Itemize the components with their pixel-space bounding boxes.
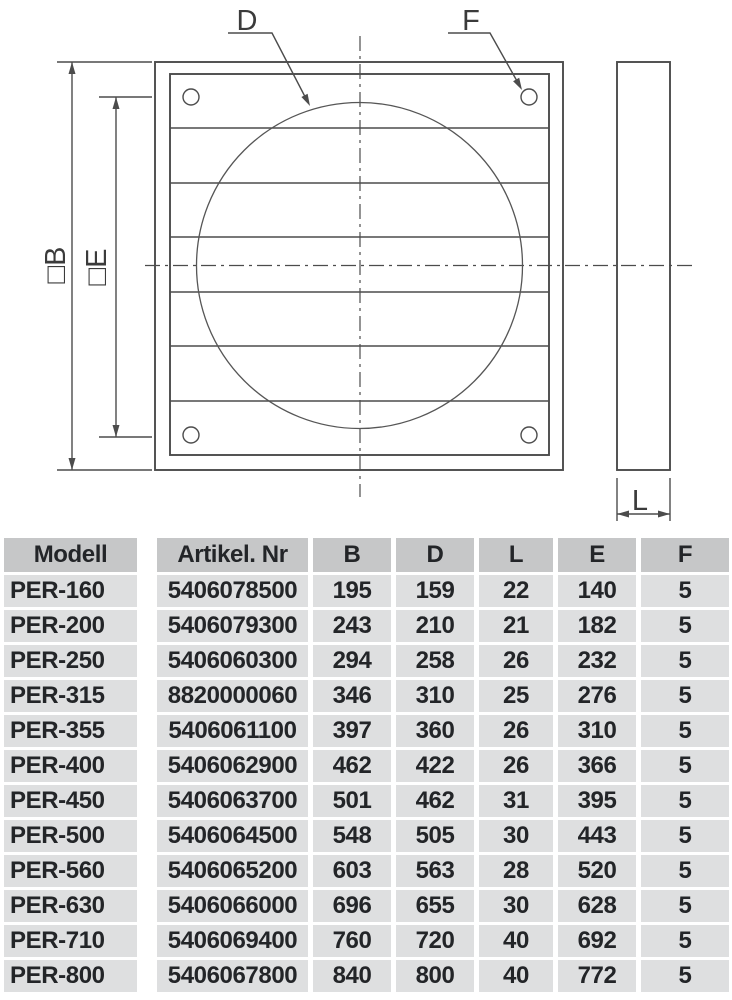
- label-F: [448, 5, 522, 90]
- table-row: [4, 645, 729, 680]
- cell-l: 22: [479, 575, 558, 610]
- cell-b: 696: [313, 890, 396, 925]
- cell-b: 548: [313, 820, 396, 855]
- cell-l: 30: [479, 820, 558, 855]
- cell-b: 346: [313, 680, 396, 715]
- cell-l: 31: [479, 785, 558, 820]
- column-header-e: E: [558, 538, 641, 575]
- cell-f: 5: [641, 925, 729, 960]
- cell-b: 294: [313, 645, 396, 680]
- cell-b: 195: [313, 575, 396, 610]
- cell-e: 232: [558, 645, 641, 680]
- cell-l: 28: [479, 855, 558, 890]
- cell-f: 5: [641, 960, 729, 995]
- cell-artikel: 5406060300: [157, 645, 313, 680]
- cell-f: 5: [641, 855, 729, 890]
- table-header-row: [4, 538, 729, 575]
- table-row: [4, 575, 729, 610]
- cell-artikel: 5406079300: [157, 610, 313, 645]
- cell-model: PER-355: [4, 715, 157, 750]
- cell-f: 5: [641, 645, 729, 680]
- cell-f: 5: [641, 575, 729, 610]
- dim-l-arrow-right: [658, 511, 670, 518]
- cell-model: PER-710: [4, 925, 157, 960]
- cell-artikel: 5406066000: [157, 890, 313, 925]
- cell-e: 310: [558, 715, 641, 750]
- dimensions-table: [4, 538, 729, 995]
- cell-l: 40: [479, 925, 558, 960]
- cell-artikel: 5406061100: [157, 715, 313, 750]
- cell-l: 26: [479, 645, 558, 680]
- cell-model: PER-450: [4, 785, 157, 820]
- label-D: [228, 5, 310, 106]
- table-row: [4, 680, 729, 715]
- cell-f: 5: [641, 890, 729, 925]
- cell-b: 243: [313, 610, 396, 645]
- cell-e: 276: [558, 680, 641, 715]
- cell-f: 5: [641, 715, 729, 750]
- cell-e: 520: [558, 855, 641, 890]
- cell-artikel: 5406067800: [157, 960, 313, 995]
- f-leader-line: [448, 33, 520, 86]
- cell-e: 366: [558, 750, 641, 785]
- cell-l: 26: [479, 715, 558, 750]
- cell-l: 21: [479, 610, 558, 645]
- cell-d: 210: [396, 610, 479, 645]
- mounting-hole-top-left: [183, 89, 199, 105]
- cell-d: 258: [396, 645, 479, 680]
- d-label: D: [236, 5, 258, 37]
- table-row: [4, 785, 729, 820]
- cell-d: 310: [396, 680, 479, 715]
- cell-b: 760: [313, 925, 396, 960]
- dim-e-arrow-up: [113, 97, 120, 109]
- cell-l: 26: [479, 750, 558, 785]
- table-row: [4, 925, 729, 960]
- cell-model: PER-315: [4, 680, 157, 715]
- cell-b: 462: [313, 750, 396, 785]
- dimension-L: [617, 478, 670, 521]
- cell-model: PER-560: [4, 855, 157, 890]
- cell-artikel: 5406065200: [157, 855, 313, 890]
- cell-e: 772: [558, 960, 641, 995]
- cell-f: 5: [641, 610, 729, 645]
- dim-b-label: □B: [40, 246, 72, 284]
- mounting-hole-bottom-right: [521, 427, 537, 443]
- cell-f: 5: [641, 820, 729, 855]
- cell-d: 159: [396, 575, 479, 610]
- cell-f: 5: [641, 680, 729, 715]
- cell-l: 40: [479, 960, 558, 995]
- cell-e: 182: [558, 610, 641, 645]
- cell-b: 840: [313, 960, 396, 995]
- table-row: [4, 750, 729, 785]
- column-header-artikel-nr: Artikel. Nr: [157, 538, 313, 575]
- cell-e: 395: [558, 785, 641, 820]
- table-row: [4, 715, 729, 750]
- cell-artikel: 5406069400: [157, 925, 313, 960]
- d-leader-line: [228, 33, 308, 102]
- cell-f: 5: [641, 785, 729, 820]
- dim-e-label: □E: [81, 248, 113, 286]
- cell-d: 655: [396, 890, 479, 925]
- cell-l: 25: [479, 680, 558, 715]
- cell-artikel: 5406064500: [157, 820, 313, 855]
- cell-model: PER-630: [4, 890, 157, 925]
- cell-artikel: 5406062900: [157, 750, 313, 785]
- mounting-hole-bottom-left: [183, 427, 199, 443]
- column-header-b: B: [313, 538, 396, 575]
- table-row: [4, 820, 729, 855]
- cell-model: PER-400: [4, 750, 157, 785]
- cell-model: PER-500: [4, 820, 157, 855]
- cell-model: PER-800: [4, 960, 157, 995]
- cell-l: 30: [479, 890, 558, 925]
- cell-e: 140: [558, 575, 641, 610]
- cell-d: 462: [396, 785, 479, 820]
- dim-l-label: L: [631, 485, 649, 517]
- cell-artikel: 8820000060: [157, 680, 313, 715]
- cell-b: 603: [313, 855, 396, 890]
- dimension-E: [81, 97, 152, 437]
- column-header-l: L: [479, 538, 558, 575]
- cell-b: 397: [313, 715, 396, 750]
- cell-d: 505: [396, 820, 479, 855]
- d-leader-arrow: [301, 94, 310, 106]
- cell-d: 422: [396, 750, 479, 785]
- column-header-f: F: [641, 538, 729, 575]
- table-row: [4, 960, 729, 995]
- cell-b: 501: [313, 785, 396, 820]
- mounting-hole-top-right: [521, 89, 537, 105]
- cell-d: 563: [396, 855, 479, 890]
- cell-e: 692: [558, 925, 641, 960]
- dim-b-arrow-down: [69, 458, 76, 470]
- cell-model: PER-250: [4, 645, 157, 680]
- table-row: [4, 610, 729, 645]
- cell-e: 628: [558, 890, 641, 925]
- cell-e: 443: [558, 820, 641, 855]
- table-row: [4, 890, 729, 925]
- cell-d: 720: [396, 925, 479, 960]
- cell-artikel: 5406078500: [157, 575, 313, 610]
- column-header-d: D: [396, 538, 479, 575]
- f-leader-arrow: [513, 78, 522, 90]
- cell-artikel: 5406063700: [157, 785, 313, 820]
- dim-b-arrow-up: [69, 62, 76, 74]
- dim-l-arrow-left: [617, 511, 629, 518]
- table-row: [4, 855, 729, 890]
- dim-e-arrow-down: [113, 425, 120, 437]
- cell-model: PER-160: [4, 575, 157, 610]
- cell-model: PER-200: [4, 610, 157, 645]
- column-header-modell: Modell: [4, 538, 157, 575]
- cell-d: 800: [396, 960, 479, 995]
- f-label: F: [462, 5, 480, 37]
- cell-f: 5: [641, 750, 729, 785]
- cell-d: 360: [396, 715, 479, 750]
